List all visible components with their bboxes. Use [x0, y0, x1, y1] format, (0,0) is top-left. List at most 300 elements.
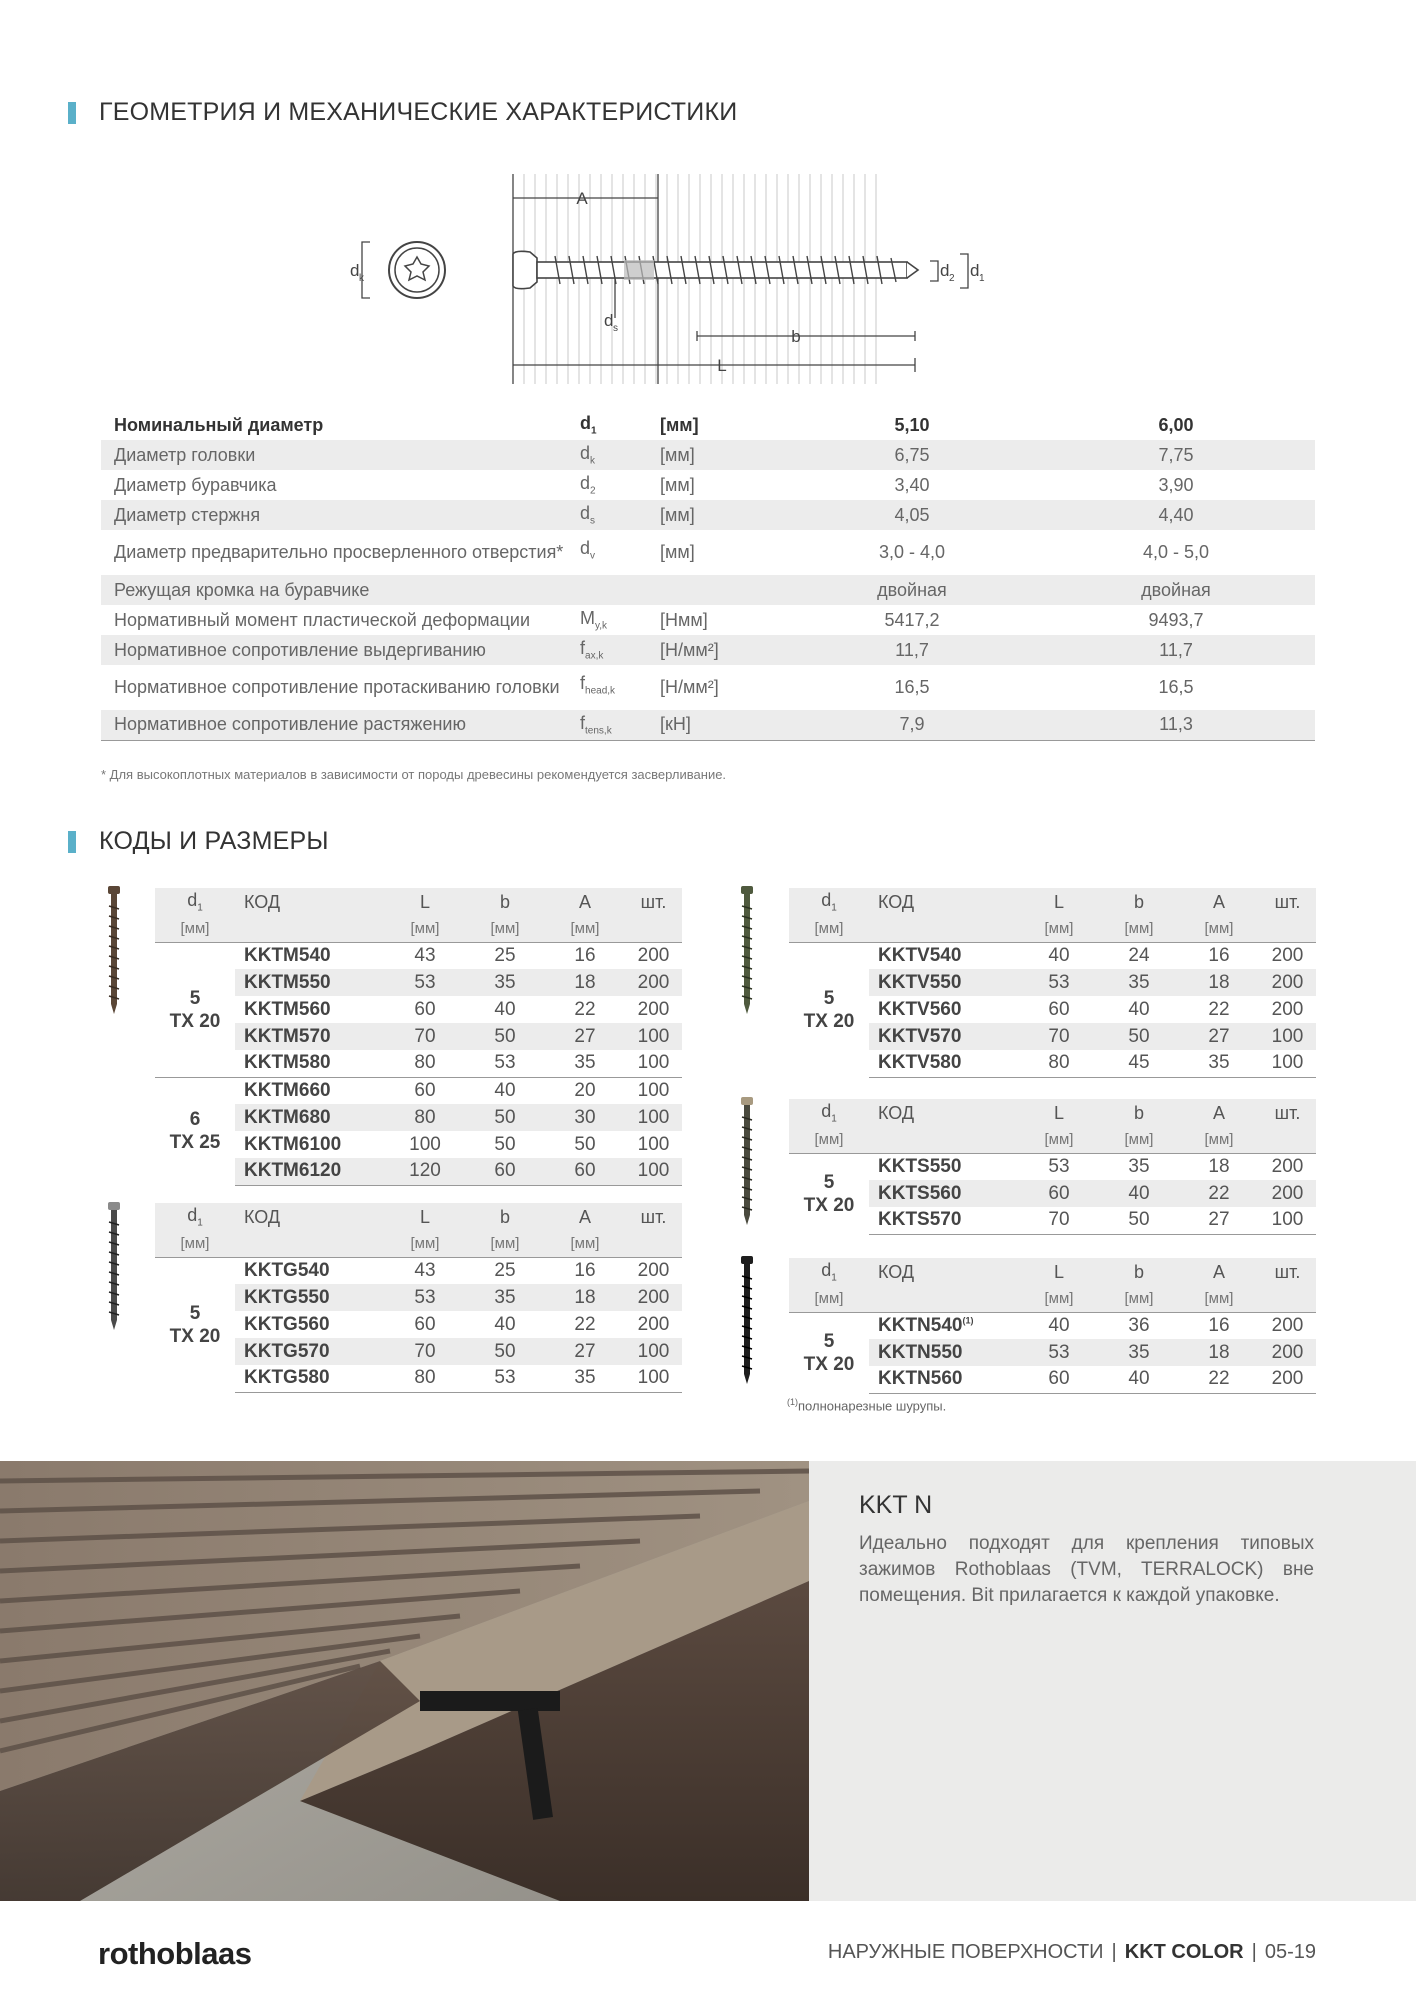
geometry-row	[101, 710, 1315, 740]
header-A: A	[545, 888, 625, 916]
kkt-n-description: Идеально подходят для крепления типовых зажимов Rothoblaas (TVM, TERRALOCK) вне помещения. Bit прилагается к каждой упаковке.	[859, 1533, 1314, 1606]
header-unit: [мм]	[545, 916, 625, 942]
geometry-row	[101, 470, 1315, 500]
param-symbol: $d_1$	[580, 413, 597, 437]
param-unit: [мм]	[660, 542, 695, 562]
header-qty: шт.	[1259, 1258, 1316, 1286]
value-6mm: 11,3	[1037, 710, 1315, 740]
accent-bar	[68, 831, 76, 853]
size-cell: 5 TX 20	[789, 942, 869, 1077]
a-cell: 18	[1179, 1153, 1259, 1180]
table-row	[155, 1050, 682, 1077]
footer-nav: НАРУЖНЫЕ ПОВЕРХНОСТИ | KKT COLOR | 05-19	[827, 1941, 1316, 1963]
header-qty: шт.	[1259, 888, 1316, 916]
header-d1: $d_1$	[789, 1258, 869, 1286]
code-cell: KKTG560	[244, 1313, 330, 1335]
length-cell: 70	[385, 1023, 465, 1050]
value-5mm: 7,9	[787, 710, 1037, 740]
table-row	[155, 1311, 682, 1338]
header-qty: шт.	[1259, 1099, 1316, 1127]
length-cell: 43	[385, 1257, 465, 1284]
a-cell: 18	[1179, 1339, 1259, 1366]
length-cell: 80	[385, 1104, 465, 1131]
value-5mm: 5417,2	[884, 609, 940, 630]
header-d1: $d_1$	[789, 888, 869, 916]
code-cell: KKTN550	[869, 1339, 1019, 1366]
header-code: КОД	[235, 888, 385, 916]
a-cell: 35	[545, 1050, 625, 1077]
table-row	[155, 1365, 682, 1392]
qty-cell: 100	[625, 1338, 682, 1365]
footer-product: KKT COLOR	[1124, 1941, 1244, 1963]
header-code: КОД	[869, 888, 1019, 916]
value-6mm: 4,0 - 5,0	[1142, 542, 1210, 562]
section-geometry-label: ГЕОМЕТРИЯ И МЕХАНИЧЕСКИЕ ХАРАКТЕРИСТИКИ	[99, 98, 738, 126]
a-cell: 16	[545, 942, 625, 969]
qty-cell: 200	[1259, 1366, 1316, 1393]
a-cell: 50	[574, 1133, 596, 1155]
header-L: L	[385, 1203, 465, 1231]
thread-cell: 50	[465, 1338, 545, 1365]
qty-cell: 200	[625, 1257, 682, 1284]
code-cell: KKTG550	[235, 1284, 385, 1311]
header-unit: [мм]	[385, 916, 465, 942]
code-cell: KKTM570	[235, 1023, 385, 1050]
length-cell: 70	[1019, 1023, 1099, 1050]
table-row	[789, 1207, 1316, 1234]
a-cell: 22	[1179, 1180, 1259, 1207]
value-5mm: 16,5	[894, 677, 930, 697]
thread-cell: 50	[494, 1133, 516, 1155]
code-cell: KKTV580	[869, 1050, 1019, 1077]
param-name: Номинальный диаметр	[114, 414, 324, 435]
a-cell: 22	[574, 998, 596, 1020]
header-unit: [мм]	[789, 916, 869, 942]
geometry-row	[101, 605, 1315, 635]
header-unit: [мм]	[1019, 1286, 1099, 1312]
length-cell: 40	[1019, 942, 1099, 969]
a-cell: 35	[545, 1365, 625, 1392]
label-A: A	[576, 189, 588, 208]
param-name: Диаметр головки	[101, 440, 567, 470]
label-dk: d	[350, 261, 360, 280]
param-name: Нормативный момент пластической деформации	[114, 609, 531, 630]
kkt-n-title: KKT N	[859, 1491, 933, 1519]
code-cell: KKTG570	[235, 1338, 385, 1365]
header-unit: [мм]	[1099, 1127, 1179, 1153]
code-cell: KKTM550	[235, 969, 385, 996]
header-unit: [мм]	[545, 1231, 625, 1257]
qty-cell: 100	[1259, 1023, 1316, 1050]
header-unit: [мм]	[385, 1231, 465, 1257]
table-row	[789, 1312, 1316, 1339]
thread-cell: 25	[465, 1257, 545, 1284]
a-cell: 27	[1179, 1023, 1259, 1050]
length-cell: 60	[1048, 998, 1070, 1020]
screw-diagram	[340, 168, 1070, 390]
qty-cell: 100	[625, 1158, 682, 1185]
screw-head-front-icon	[389, 242, 445, 298]
a-cell: 16	[1179, 942, 1259, 969]
code-cell: KKTM680	[235, 1104, 385, 1131]
qty-cell: 200	[625, 942, 682, 969]
size-cell: 5 TX 20	[155, 942, 235, 1077]
qty-cell: 100	[1259, 1207, 1316, 1234]
header-unit: [мм]	[1019, 1127, 1099, 1153]
length-cell: 43	[385, 942, 465, 969]
length-cell: 53	[385, 969, 465, 996]
code-cell: KKTN540$^{(1)}$	[869, 1312, 1019, 1339]
table-row	[789, 1050, 1316, 1077]
thread-cell: 50	[1099, 1207, 1179, 1234]
header-unit: [мм]	[465, 1231, 545, 1257]
geometry-note: * Для высокоплотных материалов в зависимости от породы древесины рекомендуется засверливание.	[101, 767, 727, 782]
screw-grey-icon	[104, 1202, 124, 1332]
length-cell: 70	[385, 1338, 465, 1365]
geometry-row	[101, 665, 1315, 710]
header-A: A	[545, 1203, 625, 1231]
value-6mm: 7,75	[1037, 440, 1315, 470]
code-cell: KKTV540	[869, 942, 1019, 969]
param-symbol: $d_v$	[580, 538, 596, 562]
qty-cell: 100	[637, 1133, 670, 1155]
full-thread-note: $^{(1)}$полнонарезные шурупы.	[787, 1397, 947, 1414]
geometry-row	[101, 410, 1315, 440]
qty-cell: 100	[1259, 1050, 1316, 1077]
thread-cell: 40	[494, 1313, 516, 1335]
table-row	[789, 1023, 1316, 1050]
qty-cell: 200	[1259, 1153, 1316, 1180]
code-cell: KKTM6100	[244, 1133, 342, 1155]
param-unit: [Нмм]	[660, 609, 708, 630]
length-cell: 100	[409, 1133, 441, 1155]
diagram-guide-lines	[513, 174, 876, 384]
header-L: L	[385, 888, 465, 916]
geometry-row	[101, 530, 1315, 575]
param-symbol: $f_{tens,k}$	[567, 710, 647, 740]
length-cell: 53	[1019, 1153, 1099, 1180]
header-b: b	[1099, 1099, 1179, 1127]
thread-cell: 53	[465, 1050, 545, 1077]
table-row	[155, 1077, 682, 1104]
table-row	[155, 942, 682, 969]
header-b: b	[1099, 1258, 1179, 1286]
table-row	[789, 969, 1316, 996]
param-unit: [кН]	[647, 710, 787, 740]
geometry-table	[101, 410, 1315, 741]
length-cell: 80	[385, 1365, 465, 1392]
label-b: b	[791, 327, 801, 346]
length-cell: 80	[1019, 1050, 1099, 1077]
code-cell: KKTS570	[869, 1207, 1019, 1234]
value-5mm: 4,05	[787, 500, 1037, 530]
param-name: Диаметр стержня	[101, 500, 567, 530]
thread-cell: 40	[494, 998, 516, 1020]
header-qty: шт.	[625, 888, 682, 916]
value-6mm: 3,90	[1158, 474, 1194, 495]
thread-cell: 25	[465, 942, 545, 969]
param-unit: [мм]	[660, 474, 695, 495]
header-unit: [мм]	[789, 1286, 869, 1312]
table-row	[155, 1104, 682, 1131]
thread-cell: 35	[465, 1284, 545, 1311]
a-cell: 20	[545, 1077, 625, 1104]
length-cell: 120	[385, 1158, 465, 1185]
length-cell: 60	[385, 1077, 465, 1104]
code-cell: KKTS550	[869, 1153, 1019, 1180]
param-unit: [мм]	[660, 414, 699, 435]
screw-brown-icon	[104, 886, 124, 1016]
header-unit: [мм]	[1179, 1127, 1259, 1153]
qty-cell: 200	[625, 1284, 682, 1311]
size-cell: 6 TX 25	[155, 1077, 235, 1185]
header-unit: [мм]	[1179, 916, 1259, 942]
code-cell: KKTV560	[878, 998, 962, 1020]
geometry-row	[101, 575, 1315, 605]
table-kktg	[155, 1203, 682, 1393]
param-symbol: $M_{y,k}$	[580, 608, 608, 632]
length-cell: 80	[385, 1050, 465, 1077]
label-L: L	[717, 356, 727, 375]
param-symbol: $f_{ax,k}$	[567, 635, 647, 665]
label-d2: d	[940, 261, 950, 280]
rothoblaas-logo: rothoblaas	[98, 1936, 252, 1971]
thread-cell: 35	[1099, 1339, 1179, 1366]
table-row	[789, 1153, 1316, 1180]
decking-photo	[0, 1461, 809, 1901]
screw-black-icon	[737, 1256, 757, 1386]
param-unit	[647, 575, 787, 605]
a-cell: 35	[1179, 1050, 1259, 1077]
length-cell: 70	[1019, 1207, 1099, 1234]
thread-cell: 50	[465, 1023, 545, 1050]
qty-cell: 200	[1271, 998, 1304, 1020]
header-b: b	[1099, 888, 1179, 916]
param-name: Диаметр предварительно просверленного отверстия*	[114, 542, 564, 562]
header-L: L	[1019, 888, 1099, 916]
screw-green-icon	[737, 886, 757, 1016]
a-cell: 16	[1179, 1312, 1259, 1339]
header-L: L	[1019, 1099, 1099, 1127]
value-5mm: двойная	[787, 575, 1037, 605]
code-cell: KKTN560	[869, 1366, 1019, 1393]
param-unit: [мм]	[647, 500, 787, 530]
param-name: Нормативное сопротивление растяжению	[101, 710, 567, 740]
header-L: L	[1019, 1258, 1099, 1286]
header-unit: [мм]	[1179, 1286, 1259, 1312]
table-row	[155, 1023, 682, 1050]
header-b: b	[465, 888, 545, 916]
a-cell: 27	[545, 1023, 625, 1050]
a-cell: 22	[574, 1313, 596, 1335]
length-cell: 40	[1019, 1312, 1099, 1339]
section-geometry-title	[68, 98, 737, 127]
qty-cell: 100	[625, 1077, 682, 1104]
footer-section: НАРУЖНЫЕ ПОВЕРХНОСТИ	[827, 1941, 1104, 1963]
code-cell: KKTM660	[235, 1077, 385, 1104]
thread-cell: 40	[1128, 998, 1150, 1020]
screw-side-icon	[513, 251, 918, 288]
header-A: A	[1179, 1258, 1259, 1286]
kkt-n-panel	[809, 1461, 1416, 1901]
footer-page: 05-19	[1264, 1941, 1316, 1963]
length-cell: 60	[1019, 1180, 1099, 1207]
qty-cell: 100	[625, 1365, 682, 1392]
table-row	[155, 1158, 682, 1185]
qty-cell: 200	[625, 969, 682, 996]
label-d1-sub: 1	[979, 273, 985, 284]
header-code: КОД	[869, 1099, 1019, 1127]
code-cell: KKTS560	[869, 1180, 1019, 1207]
code-cell: KKTM560	[244, 998, 331, 1020]
header-code: КОД	[235, 1203, 385, 1231]
a-cell: 16	[545, 1257, 625, 1284]
qty-cell: 200	[637, 1313, 670, 1335]
table-kkts	[789, 1099, 1316, 1235]
table-kktm	[155, 888, 682, 1186]
table-kktn	[789, 1258, 1316, 1394]
thread-cell: 50	[1099, 1023, 1179, 1050]
table-row	[789, 1180, 1316, 1207]
label-d1: d	[970, 261, 980, 280]
qty-cell: 200	[1259, 942, 1316, 969]
thread-cell: 60	[465, 1158, 545, 1185]
header-unit: [мм]	[1099, 916, 1179, 942]
header-unit: [мм]	[1019, 916, 1099, 942]
header-A: A	[1179, 1099, 1259, 1127]
value-6mm: 6,00	[1158, 414, 1194, 435]
param-unit: [мм]	[647, 440, 787, 470]
thread-cell: 53	[465, 1365, 545, 1392]
size-cell: 5 TX 20	[789, 1312, 869, 1393]
length-cell: 60	[414, 998, 436, 1020]
header-A: A	[1179, 888, 1259, 916]
thread-cell: 40	[1099, 1366, 1179, 1393]
a-cell: 27	[545, 1338, 625, 1365]
label-ds-sub: s	[613, 323, 618, 334]
param-name: Диаметр буравчика	[114, 474, 277, 495]
param-symbol	[567, 575, 647, 605]
param-symbol: $d_k$	[567, 440, 647, 470]
qty-cell: 200	[637, 998, 670, 1020]
qty-cell: 200	[1259, 969, 1316, 996]
table-row	[155, 1257, 682, 1284]
label-dk-sub: k	[359, 273, 364, 284]
value-5mm: 11,7	[787, 635, 1037, 665]
thread-cell: 40	[1099, 1180, 1179, 1207]
screw-sand-icon	[737, 1097, 757, 1227]
param-unit: [Н/мм²]	[660, 677, 719, 697]
qty-cell: 200	[1259, 1312, 1316, 1339]
value-5mm: 3,40	[894, 474, 930, 495]
table-row	[155, 1284, 682, 1311]
thread-cell: 45	[1099, 1050, 1179, 1077]
header-unit: [мм]	[1099, 1286, 1179, 1312]
geometry-row	[101, 500, 1315, 530]
value-5mm: 5,10	[894, 414, 930, 435]
qty-cell: 200	[1259, 1339, 1316, 1366]
table-row	[155, 996, 682, 1023]
value-6mm: 4,40	[1037, 500, 1315, 530]
length-cell: 53	[1019, 1339, 1099, 1366]
thread-cell: 50	[465, 1104, 545, 1131]
length-cell: 53	[1019, 969, 1099, 996]
thread-cell: 35	[465, 969, 545, 996]
code-cell: KKTM6120	[235, 1158, 385, 1185]
section-codes-title	[68, 827, 329, 856]
a-cell: 18	[545, 969, 625, 996]
param-name: Нормативное сопротивление протаскиванию головки	[114, 677, 560, 697]
thread-cell: 24	[1099, 942, 1179, 969]
value-6mm: двойная	[1037, 575, 1315, 605]
table-row	[155, 1338, 682, 1365]
param-name: Режущая кромка на буравчике	[101, 575, 567, 605]
thread-cell: 40	[465, 1077, 545, 1104]
value-5mm: 3,0 - 4,0	[878, 542, 946, 562]
header-unit: [мм]	[465, 916, 545, 942]
section-codes-label: КОДЫ И РАЗМЕРЫ	[99, 827, 329, 855]
table-kktv	[789, 888, 1316, 1078]
table-row	[789, 1339, 1316, 1366]
param-unit: [Н/мм²]	[647, 635, 787, 665]
label-d2-sub: 2	[949, 273, 955, 284]
thread-cell: 35	[1099, 969, 1179, 996]
table-row	[789, 942, 1316, 969]
code-cell: KKTG580	[235, 1365, 385, 1392]
header-d1: $d_1$	[789, 1099, 869, 1127]
value-6mm: 11,7	[1037, 635, 1315, 665]
length-cell: 53	[385, 1284, 465, 1311]
size-cell: 5 TX 20	[155, 1257, 235, 1392]
geometry-row	[101, 440, 1315, 470]
a-cell: 30	[545, 1104, 625, 1131]
header-code: КОД	[869, 1258, 1019, 1286]
thread-cell: 35	[1099, 1153, 1179, 1180]
code-cell: KKTM540	[235, 942, 385, 969]
value-6mm: 9493,7	[1148, 609, 1204, 630]
qty-cell: 100	[625, 1104, 682, 1131]
code-cell: KKTV550	[869, 969, 1019, 996]
header-b: b	[465, 1203, 545, 1231]
header-unit: [мм]	[155, 916, 235, 942]
table-row	[155, 969, 682, 996]
a-cell: 22	[1179, 1366, 1259, 1393]
header-unit: [мм]	[155, 1231, 235, 1257]
qty-cell: 200	[1259, 1180, 1316, 1207]
length-cell: 60	[414, 1313, 436, 1335]
table-row	[155, 1131, 682, 1158]
table-row	[789, 1366, 1316, 1393]
value-6mm: 16,5	[1158, 677, 1194, 697]
code-cell: KKTV570	[869, 1023, 1019, 1050]
param-symbol: $d_s$	[567, 500, 647, 530]
code-cell: KKTM580	[235, 1050, 385, 1077]
length-cell: 60	[1019, 1366, 1099, 1393]
thread-cell: 36	[1099, 1312, 1179, 1339]
a-cell: 22	[1208, 998, 1230, 1020]
geometry-row	[101, 635, 1315, 665]
value-5mm: 6,75	[787, 440, 1037, 470]
table-row	[789, 996, 1316, 1023]
code-cell: KKTG540	[235, 1257, 385, 1284]
a-cell: 60	[545, 1158, 625, 1185]
a-cell: 18	[545, 1284, 625, 1311]
param-symbol: $d_2$	[580, 473, 596, 497]
a-cell: 18	[1179, 969, 1259, 996]
label-ds: d	[604, 311, 614, 330]
a-cell: 27	[1179, 1207, 1259, 1234]
header-qty: шт.	[625, 1203, 682, 1231]
